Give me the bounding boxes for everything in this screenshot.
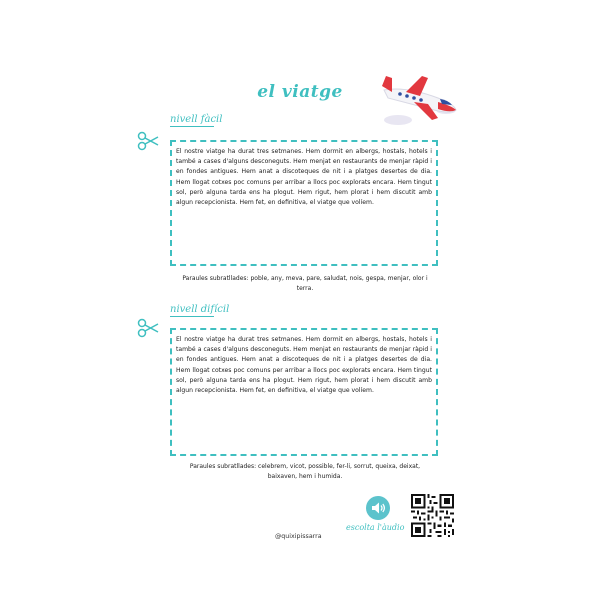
speaker-icon (366, 496, 390, 520)
author-handle: @quixipissarra (275, 533, 322, 540)
hard-text-box (170, 328, 438, 456)
easy-text: El nostre viatge ha durat tres setmanes. Hem dormit en albergs, hostals, hotels i també a cases d'alguns desconeguts. Hem menjat en restaurants de menjar ràpid i en fondes antigues. Hem anat a discoteques de nit i a platges desertes de dia. Hem llogat cotxes poc comuns per arribar a llocs poc explorats encara. Hem tingut sol, però alguna tarda ens ha plogut. Hem rigut, hem plorat i hem discutit amb algun recepcionista. Hem fet, en definitiva, el viatge que volíem. (176, 148, 432, 207)
hard-text: El nostre viatge ha durat tres setmanes. Hem dormit en albergs, hostals, hotels i també a cases d'alguns desconeguts. Hem menjat en restaurants de menjar ràpid i en fondes antigues. Hem anat a discoteques de nit i a platges desertes de dia. Hem llogat cotxes poc comuns per arribar a llocs poc explorats encara. Hem tingut sol, però alguna tarda ens ha plogut. Hem rigut, hem plorat i hem discutit amb algun recepcionista. Hem fet, en definitiva, el viatge que volíem. (176, 336, 432, 395)
level-hard-label: nivell difícil (170, 304, 230, 315)
qr-code[interactable] (411, 494, 454, 537)
hard-note: Paraules subratllades: celebrem, vicot, possible, fer-li, sorrut, queixa, deixat, baixaven, hem i humida. (189, 463, 421, 480)
scissors-icon (137, 318, 159, 338)
audio-label: escolta l'àudio (346, 523, 405, 532)
easy-text-box (170, 140, 438, 266)
easy-note: Paraules subratllades: poble, any, meva, pare, saludat, nois, gespa, menjar, olor i terra. (182, 275, 428, 292)
scissors-icon (137, 131, 159, 151)
page-title: el viatge (257, 82, 343, 102)
airplane-icon (376, 72, 460, 128)
audio-button[interactable] (366, 496, 390, 520)
level-easy-label: nivell fàcil (170, 114, 223, 125)
